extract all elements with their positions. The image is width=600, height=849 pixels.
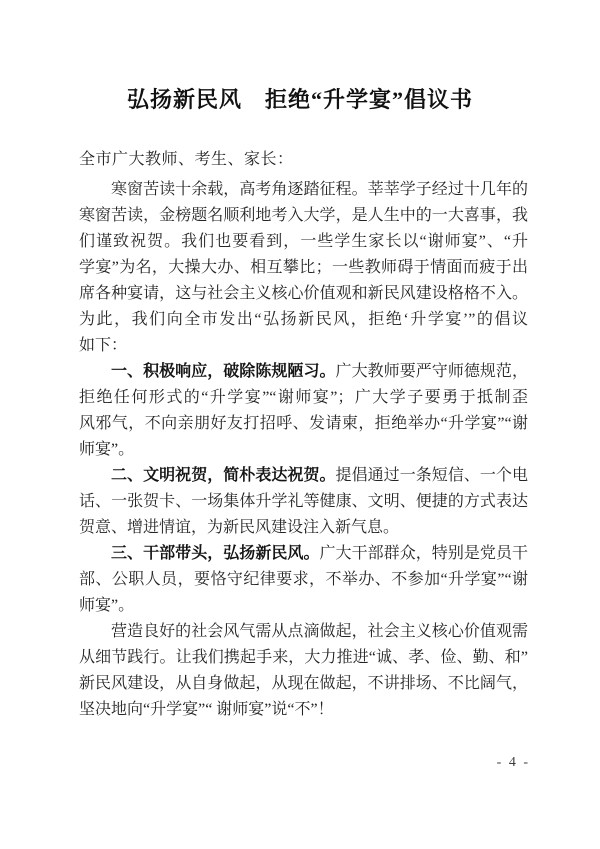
document-line (79, 255, 528, 281)
text-segment: 拒绝任何形式的“升学宴”“谢师宴”；广大学子要勇于抵制歪 (79, 389, 528, 406)
document-line (79, 489, 528, 515)
page-number: - 4 - (496, 755, 530, 770)
document-line (79, 671, 528, 697)
text-segment: 从细节践行。让我们携起手来，大力推进“诚、孝、俭、勤、和” (79, 649, 528, 666)
text-segment: 寒窗苦读十余载，高考角逐踏征程。莘莘学子经过十几年的 (111, 181, 528, 198)
document-line (79, 281, 528, 307)
text-segment: 广大干部群众，特别是党员干 (319, 545, 528, 562)
section-heading-segment: 一、积极响应，破除陈规陋习。 (111, 363, 336, 380)
document-line (79, 463, 528, 489)
text-segment: 部、公职人员，要恪守纪律要求，不举办、不参加“升学宴”“谢 (79, 571, 528, 588)
text-segment: 新民风建设，从自身做起，从现在做起，不讲排场、不比阔气， (79, 675, 528, 692)
document-line (79, 333, 528, 359)
document-line (79, 567, 528, 593)
document-line (79, 385, 528, 411)
text-segment: 为此，我们向全市发出“弘扬新民风，拒绝‘升学宴’”的倡议 (79, 311, 528, 328)
document-line (79, 619, 528, 645)
document-line (79, 515, 528, 541)
document-line (79, 593, 528, 619)
document-line (79, 697, 528, 723)
text-segment: 话、一张贺卡、一场集体升学礼等健康、文明、便捷的方式表达 (79, 493, 528, 510)
section-heading-segment: 三、干部带头，弘扬新民风。 (111, 545, 320, 562)
text-segment: 广大教师要严守师德规范， (335, 363, 528, 380)
document-title: 弘扬新民风 拒绝“升学宴”倡议书 (126, 87, 473, 112)
text-segment: 风邪气，不向亲朋好友打招呼、发请柬，拒绝举办“升学宴”“谢 (79, 415, 528, 432)
section-heading-segment: 二、文明祝贺，简朴表达祝贺。 (111, 467, 336, 484)
text-segment: 们谨致祝贺。我们也要看到，一些学生家长以“谢师宴”、“升 (79, 233, 528, 250)
document-line (79, 541, 528, 567)
document-line (79, 437, 528, 463)
text-segment: 寒窗苦读，金榜题名顺利地考入大学，是人生中的一大喜事，我 (79, 207, 528, 224)
document-line (79, 307, 528, 333)
document-content (79, 147, 528, 723)
text-segment: 营造良好的社会风气需从点滴做起，社会主义核心价值观需 (111, 623, 528, 640)
document-line (79, 177, 528, 203)
document-line (79, 411, 528, 437)
document-line (79, 359, 528, 385)
text-segment: 学宴”为名，大操大办、相互攀比；一些教师碍于情面而疲于出 (79, 259, 528, 276)
text-segment: 提倡通过一条短信、一个电 (335, 467, 528, 484)
text-segment: 师宴”。 (79, 441, 135, 458)
document-line (79, 229, 528, 255)
document-line (79, 645, 528, 671)
text-segment: 师宴”。 (79, 597, 135, 614)
salutation-line: 全市广大教师、考生、家长： (79, 151, 294, 168)
document-line (79, 203, 528, 229)
text-segment: 如下： (79, 337, 128, 354)
document-body (79, 177, 528, 723)
text-segment: 席各种宴请，这与社会主义核心价值观和新民风建设格格不入。 (79, 285, 528, 302)
text-segment: 坚决地向“升学宴”“ 谢师宴”说“不”！ (79, 701, 334, 718)
text-segment: 贺意、增进情谊，为新民风建设注入新气息。 (79, 519, 400, 536)
